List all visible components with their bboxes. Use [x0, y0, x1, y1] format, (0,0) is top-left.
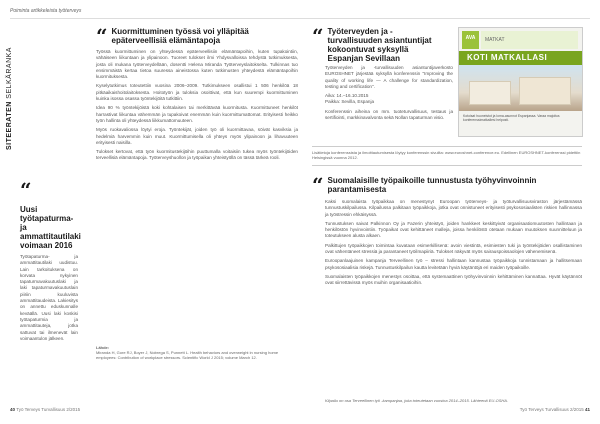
event-title: Työterveyden ja -turvallisuuden asiantuntijat kokoontuvat syksyllä Espanjan Sevillaan: [327, 27, 432, 63]
quote-mark-icon: “: [312, 24, 324, 48]
sidebar-article: [20, 178, 81, 345]
sidebar-paragraph: Työtapaturma- ja ammattitautilaki uudistuu. Lain tarkoituksena on korvata nykyinen tapaturmavakuutuslaki ja laki tapaturmavakuutuslain piiriin kuuluvista ammattitaudeista. Lakiesitys on annettu eduskunnalle keväällä. Uusi laki koskisi työtapaturmia ja ammattitauteja, jotka sattuvat tai ilmenevät lain voimaantulon jälkeen.: [20, 254, 78, 341]
page-number-right: 41: [584, 407, 590, 412]
event-paragraph: Työterveyden ja -turvallisuuden asiantuntijaverkosto EUROSHNET järjestää syksyllä konferenssin "Improving the quality of working life — A challenge for standardization, testing and certification".: [325, 65, 453, 89]
ad-bottom-text: Kotoisat huoneistot ja loma-asunnot Espanjassa. Varaa majoitus konferenssimatkallesi helposti.: [463, 114, 560, 122]
side-tag-part2: SELKÄRANKA: [6, 47, 13, 99]
ad-topband-text: MATKAT: [485, 37, 505, 43]
advertisement[interactable]: [458, 27, 583, 137]
article1-paragraph: Myös ruokavaliossa löytyi eroja. Työntekijät, joiden työ oli kuormittavaa, söivät kasviksia ja hedelmiä harvemmin kuin muut. Kuormittumisella oli yhteys myös ylipainoon ja lihavuuteen erityisesti naisilla.: [96, 127, 298, 145]
event-header: [312, 24, 442, 63]
ad-photo: [459, 65, 582, 111]
page-number-left: 40: [10, 407, 16, 412]
article1-paragraph: Kyselytutkimus toteutettiin vuosina 2006–2009. Tutkimukseen osallistui 1 506 henkilöä 18 pitkäaikaishoitolaitoksesta. Hoitotyön ja tuloksia osoittivat, että kun suurempi kuormittuminen kuinka isossa osassa työntekijöitä tutkittiin.: [96, 83, 298, 102]
article1-paragraph: Työssä kuormittuminen on yhteydessä epäterveellisiin elämäntapoihin, kuten tupakointiin, vähäiseen liikuntaan ja ylipainoon. Tuoreet tulokset ilmi Yhdysvalloissa tehdystä tutkimuksesta, josta oli mukana työterveydellään, dosentti Helena Miranda Työterveyslaitokselta. Tulkinnas tuo ensimmäistä kertaa tietoa suuressa aineistossa kuten tutkimusten yhteydestä elämäntapoihin kuormituksesta.: [96, 49, 298, 80]
article1-title: Kuormittuminen työssä voi ylläpitää epäterveellisiä elämäntapoja: [111, 27, 249, 45]
magazine-name-left: Työ Terveys Turvallisuus 2/2015: [16, 407, 81, 412]
ad-band: [459, 51, 582, 65]
article2-footer: Kilpailu on osa Terveellinen työ -kampanjaa, joka toteutetaan vuosina 2014–2015. Lähteenä EU-OSHA.: [325, 398, 509, 403]
event-paragraph: Konferenssin aiheina on mm. tuoteturvallisuus, testaus ja sertifiointi, markkinavalvonta sekä Nollan tapaturman visio.: [325, 108, 453, 121]
ad-band-text: KOTI MATKALLASI: [467, 53, 548, 62]
article2-title: Suomalaisille työpaikoille tunnustusta työhyvinvoinnin parantamisesta: [327, 176, 537, 194]
article2-paragraph: Palkittujen työpaikkojen toimintaa kuvataan esimerkillisenä: avoin viestintä, esimiesten tuki ja työntekijöiden osallistaminen ovat vähentäneet stressiä ja parantaneet työilmapiiriä. Tulokset näkyvät myös sairauspoissaolojen vähenemisenä.: [325, 242, 582, 255]
article2-paragraph: Suomalaisten työpaikkojen menestys osoittaa, että systemaattinen työhyvinvoinnin kehittäminen kannattaa. Hyvät käytännöt ovat siirrettävissä myös muihin organisaatioihin.: [325, 273, 582, 286]
sidebar-body: [20, 254, 78, 342]
quote-mark-icon: “: [96, 24, 108, 48]
building-shape: [469, 81, 511, 105]
article1-paragraph: Tulokset kertovat, että työn kuormitustekijöihin puuttumalla voitaisiin tukea myös työntekijöiden terveellisiä elämäntapoja. Työterveyshuollon ja työpaikan yhteistyöllä on tässä tärkeä rooli.: [96, 149, 298, 161]
event-footer: Lisätietoja konferenssista ja ilmoittautumisesta löytyy konferenssin sivuilta: www.euroshnet-conference.eu. Edellinen EUROSHNET-konferenssi pidettiin Helsingissä vuonna 2012.: [312, 146, 582, 160]
quote-mark-icon: “: [20, 178, 32, 202]
article2-header: [312, 173, 582, 197]
ad-topband: [481, 31, 578, 49]
source-label: Lähde:: [96, 345, 110, 350]
article2-paragraph: Euroopanlaajuinen kampanja Terveellinen työ – stressi hallintaan kannustaa työpaikkoja tunnistamaan ja hallitsemaan psykososiaalisia riskejä. Tunnustuskilpailun kautta levitetään hyviä käytäntöjä eri maiden työpaikoille.: [325, 258, 582, 270]
building-shape: [519, 77, 571, 105]
quote-mark-icon: “: [312, 173, 324, 197]
article1-paragraph: Idea 90 % työntekijöistä koki kohtalaisen tai merkittävää kuormitusta. Kuormittuneet henkilöt harrastivat liikuntaa vähemmän ja tupakoivat enemmän kuin kuormittumattomat. Erityisesti heikko työn hallinta oli yhteydessä liikkumattomuuteen.: [96, 105, 298, 123]
ad-logo-text: AVA: [465, 35, 476, 41]
ad-logo: [462, 31, 479, 49]
article1-header: [96, 24, 298, 48]
article1-body: [96, 49, 298, 165]
event-paragraph: Aika: 14.–16.10.2015: [325, 93, 369, 99]
event-paragraph: Paikka: Sevilla, Espanja: [325, 99, 375, 105]
event-body: [325, 65, 453, 124]
article1-source: [96, 345, 298, 360]
page-footer-left: [10, 407, 80, 412]
sidebar-title: Uusi työtapaturma- ja ammattitautilaki voimaan 2016: [20, 205, 81, 250]
article2-paragraph: Tunnustuksen saivat Palkinnon Oy ja Fazerin yhteistyö, joiden hankkeet keskittyivät organisaatiomuutosten hallintaan ja henkilöstön hyvinvointiin. Työpaikat ovat kehittäneet malleja, joissa henkilöstö otetaan mukaan muutoksen suunnitteluun ja toteutukseen alusta alkaen.: [325, 220, 582, 239]
page-footer-right: [520, 407, 590, 412]
header-section: Poiminta artikkeleista työterveys: [10, 8, 82, 14]
article2-body: [325, 199, 582, 290]
side-tag: [6, 47, 16, 150]
header-divider: [10, 18, 590, 19]
article2-paragraph: Kaksi suomalaista työpaikkaa on menestynyt Euroopan työterveys- ja työturvallisuusviraston järjestämässä tunnustuskilpailussa. Kilpailussa palkitaan työpaikkoja, jotka ovat onnistuneet erityisesti psykososiaalisten riskien hallinnassa ja työstressin ehkäisyssä.: [325, 199, 582, 217]
section-divider: [312, 165, 582, 166]
source-text: Miranda H, Gore RJ, Boyer J, Nobrega S, Punnett L. Health behaviors and overweight in nursing home employees: Contribution of workplace stressors. Scientific World J 2015; volume March 12.: [96, 350, 279, 360]
magazine-name-right: Työ Terveys Turvallisuus 2/2015: [519, 407, 584, 412]
side-tag-part1: SITEERATEN: [6, 101, 13, 150]
